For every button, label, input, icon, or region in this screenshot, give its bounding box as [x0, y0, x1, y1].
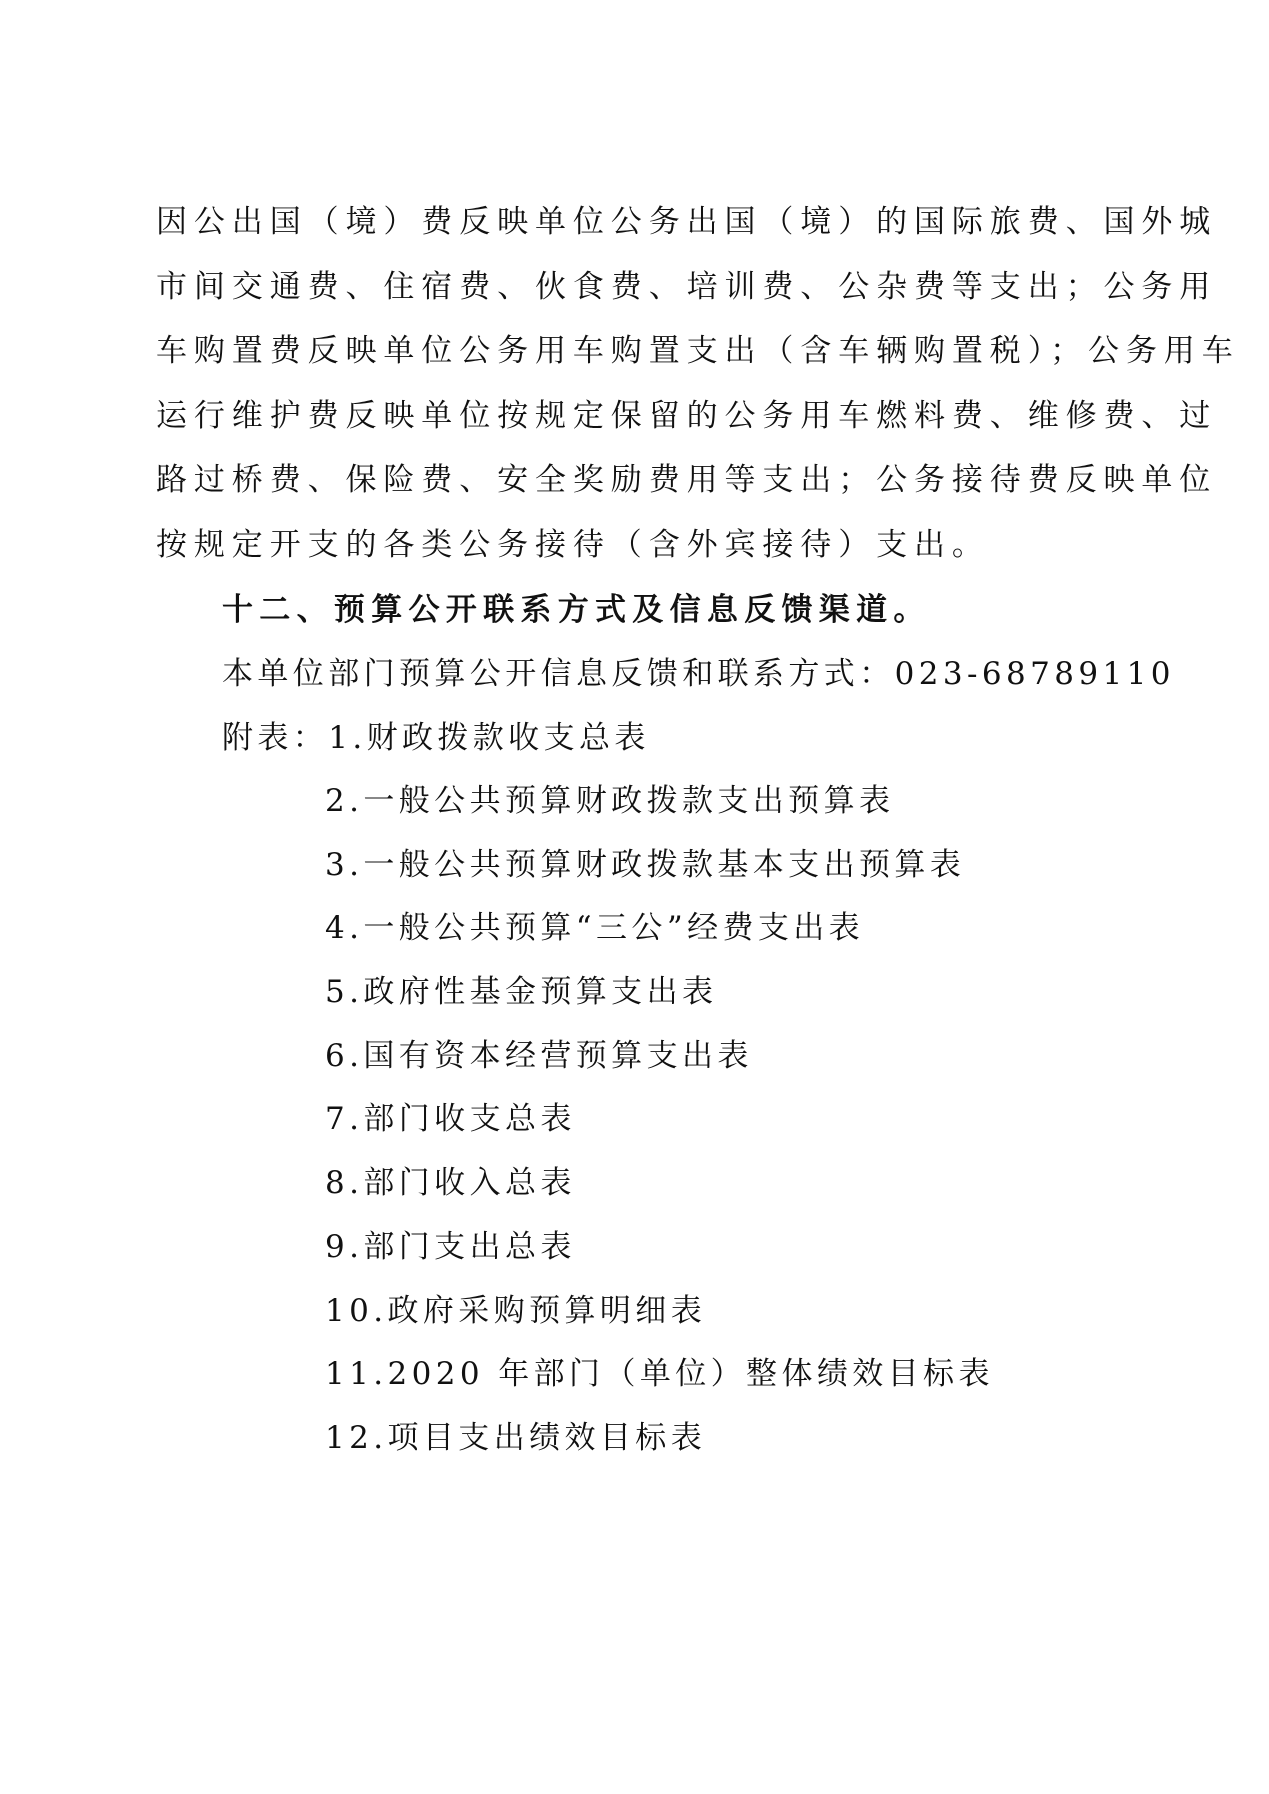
attachment-item: 7.部门收支总表	[325, 1101, 576, 1138]
paragraph-line: 市间交通费、住宿费、伙食费、培训费、公杂费等支出；公务用	[156, 268, 1218, 305]
attachment-item: 12.项目支出绩效目标表	[325, 1419, 707, 1456]
attachment-item: 11.2020 年部门（单位）整体绩效目标表	[325, 1356, 994, 1393]
attachment-item: 9.部门支出总表	[325, 1228, 576, 1265]
paragraph-line: 路过桥费、保险费、安全奖励费用等支出；公务接待费反映单位	[156, 462, 1218, 498]
section-heading: 十二、预算公开联系方式及信息反馈渠道。	[222, 592, 931, 628]
attachment-item: 10.政府采购预算明细表	[325, 1292, 707, 1329]
contact-info: 本单位部门预算公开信息反馈和联系方式：023-68789110	[222, 656, 1175, 692]
expense-explanation-paragraph	[156, 190, 1240, 577]
attachment-list-label: 附表：1.财政拨款收支总表	[222, 720, 650, 756]
paragraph-line: 运行维护费反映单位按规定保留的公务用车燃料费、维修费、过	[156, 397, 1218, 434]
paragraph-line: 按规定开支的各类公务接待（含外宾接待）支出。	[156, 526, 990, 563]
attachment-item: 4.一般公共预算“三公”经费支出表	[325, 910, 865, 947]
attachment-item: 3.一般公共预算财政拨款基本支出预算表	[325, 846, 966, 883]
paragraph-line: 因公出国（境）费反映单位公务出国（境）的国际旅费、国外城	[156, 204, 1218, 240]
paragraph-line: 车购置费反映单位公务用车购置支出（含车辆购置税）；公务用车	[156, 333, 1240, 369]
attachment-item: 6.国有资本经营预算支出表	[325, 1037, 753, 1074]
attachment-item: 5.政府性基金预算支出表	[325, 974, 718, 1011]
attachment-item: 8.部门收入总表	[325, 1165, 576, 1202]
attachment-list	[325, 770, 994, 1471]
attachment-item: 2.一般公共预算财政拨款支出预算表	[325, 783, 895, 819]
